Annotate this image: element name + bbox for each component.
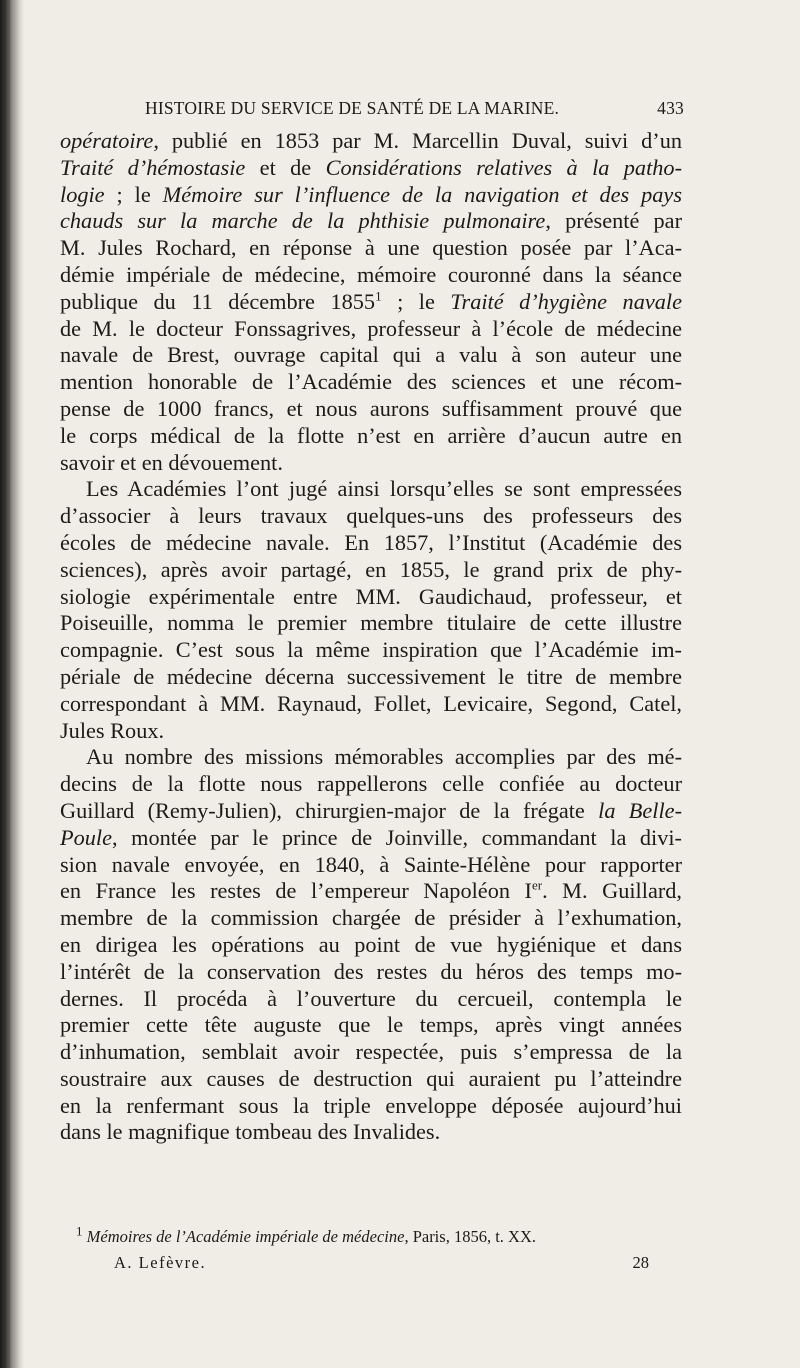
text-line: Les Académies l’ont jugé ainsi lorsqu’elles se sont empressées <box>86 476 682 502</box>
text-line: périale de médecine décerna successivement le titre de membre <box>60 663 682 689</box>
text-line: en la renfermant sous la triple enveloppe déposée aujourd’hui <box>60 1092 682 1118</box>
text-line: Poule, montée par le prince de Joinville, commandant la divi- <box>60 824 682 850</box>
text-line: l’intérêt de la conservation des restes du héros des temps mo- <box>60 958 682 984</box>
text-line: M. Jules Rochard, en réponse à une question posée par l’Aca- <box>60 235 682 261</box>
text-line: correspondant à MM. Raynaud, Follet, Levicaire, Segond, Catel, <box>60 690 682 716</box>
body-text <box>60 128 682 1146</box>
book-spine-shadow <box>0 0 24 1368</box>
page-content <box>60 94 682 1146</box>
text-line: sion navale envoyée, en 1840, à Sainte-Hélène pour rapporter <box>60 851 682 877</box>
text-line: Guillard (Remy-Julien), chirurgien-major de la frégate la Belle- <box>60 797 682 823</box>
running-title: HISTOIRE DU SERVICE DE SANTÉ DE LA MARINE. <box>145 98 560 118</box>
text-line: compagnie. C’est sous la même inspiration que l’Académie im- <box>60 637 682 663</box>
text-line: siologie expérimentale entre MM. Gaudichaud, professeur, et <box>60 583 682 609</box>
text-line: pense de 1000 francs, et nous aurons suffisamment prouvé que <box>60 395 682 421</box>
text-line: en France les restes de l’empereur Napoléon Ier. M. Guillard, <box>60 877 682 904</box>
text-line: écoles de médecine navale. En 1857, l’Institut (Académie des <box>60 529 682 555</box>
text-line: Poiseuille, nomma le premier membre titulaire de cette illustre <box>60 610 682 636</box>
footnote-text: $^1$ Mémoires de l’Académie impériale de médecine, Paris, 1856, t. XX. <box>76 1223 536 1246</box>
text-line: mention honorable de l’Académie des sciences et une récom- <box>60 369 682 395</box>
page-number: 433 <box>657 98 684 118</box>
text-line: démie impériale de médecine, mémoire couronné dans la séance <box>60 261 682 287</box>
text-line: d’inhumation, semblait avoir respectée, puis s’empressa de la <box>60 1039 682 1065</box>
binding-edge <box>8 0 10 1368</box>
text-line: decins de la flotte nous rappellerons celle confiée au docteur <box>60 771 682 797</box>
text-line: savoir et en dévouement. <box>60 449 283 475</box>
text-line: dans le magnifique tombeau des Invalides. <box>60 1119 441 1145</box>
text-line: publique du 11 décembre 1855$^1$ ; le Traité d’hygiène navale <box>60 288 682 314</box>
text-line: le corps médical de la flotte n’est en arrière d’aucun autre en <box>60 422 682 448</box>
text-line: opératoire, publié en 1853 par M. Marcellin Duval, suivi d’un <box>60 128 682 153</box>
text-line: chauds sur la marche de la phthisie pulmonaire, présenté par <box>60 208 683 234</box>
running-head <box>60 94 682 122</box>
text-line: Au nombre des missions mémorables accomplies par des mé- <box>86 744 682 770</box>
text-line: d’associer à leurs travaux quelques-uns des professeurs des <box>60 503 682 529</box>
text-line: logie ; le Mémoire sur l’influence de la navigation et des pays <box>60 181 682 207</box>
text-line: Traité d’hémostasie et de Considérations relatives à la patho- <box>60 154 682 180</box>
text-line: sciences), après avoir partagé, en 1855, le grand prix de phy- <box>60 556 682 582</box>
text-line: dernes. Il procéda à l’ouverture du cercueil, contempla le <box>60 985 682 1011</box>
signature-line <box>114 1253 649 1273</box>
text-line: de M. le docteur Fonssagrives, professeur à l’école de médecine <box>60 315 682 341</box>
text-line: navale de Brest, ouvrage capital qui a valu à son auteur une <box>60 342 682 368</box>
footnote <box>76 1223 682 1248</box>
text-line: en dirigea les opérations au point de vue hygiénique et dans <box>60 931 682 957</box>
text-line: membre de la commission chargée de présider à l’exhumation, <box>60 905 682 931</box>
sheet-number: 28 <box>632 1253 649 1272</box>
text-line: Jules Roux. <box>60 717 165 743</box>
signature-author: A. Lefèvre. <box>114 1253 207 1272</box>
text-line: premier cette tête auguste que le temps, après vingt années <box>60 1012 682 1038</box>
text-line: soustraire aux causes de destruction qui auraient pu l’atteindre <box>60 1065 682 1091</box>
